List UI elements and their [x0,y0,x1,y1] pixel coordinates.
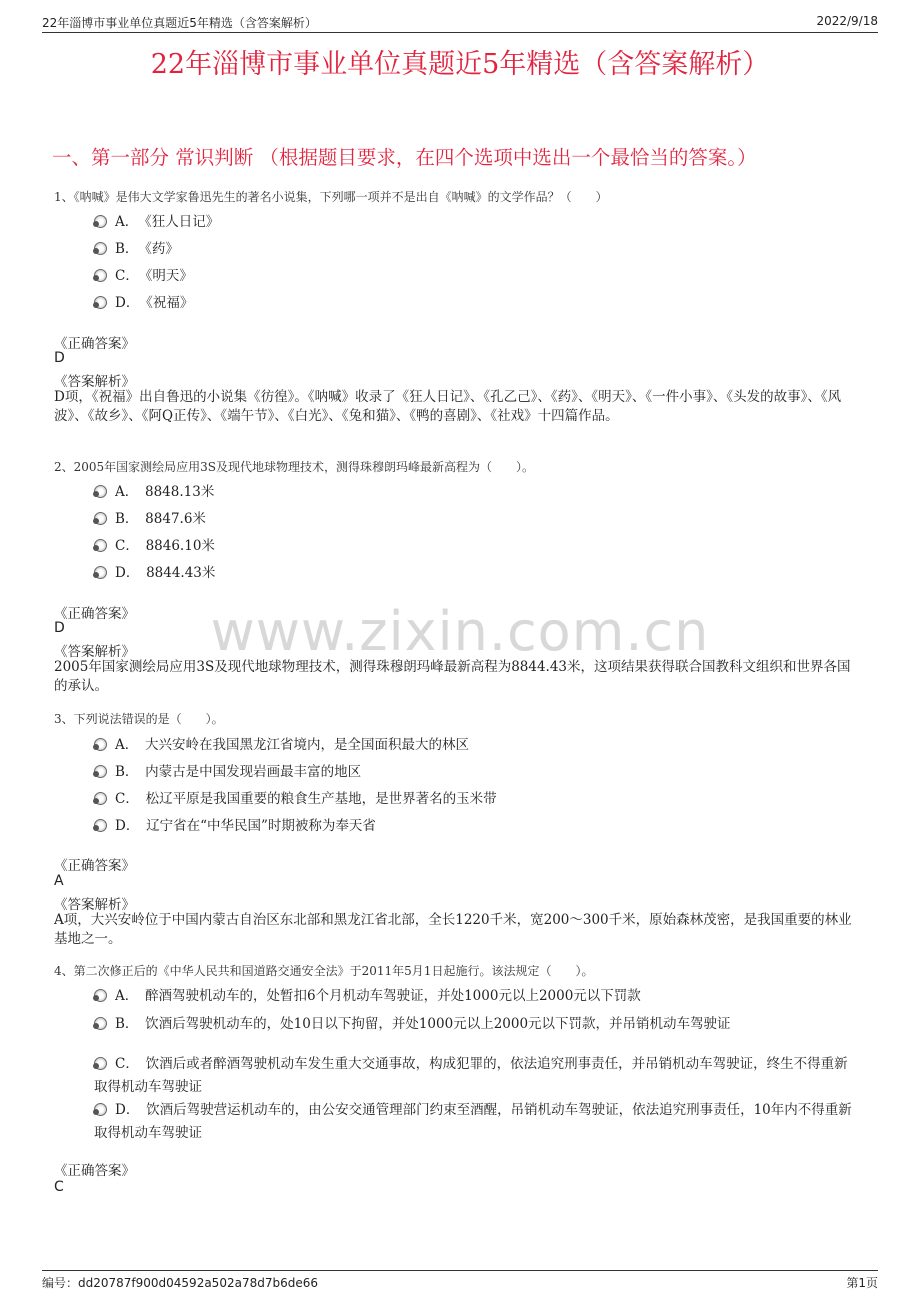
question-2-stem: 2、2005年国家测绘局应用3S及现代地球物理技术，测得珠穆朗玛峰最新高程为（ ）。 [54,460,535,474]
radio-icon[interactable] [94,738,107,751]
question-2-answer: D [54,620,65,636]
question-1-stem: 1、《呐喊》是伟大文学家鲁迅先生的著名小说集，下列哪一项并不是出自《呐喊》的文学作品？（ ） [54,190,608,204]
radio-icon[interactable] [94,765,107,778]
page-header [42,10,878,33]
question-1-option-c[interactable]: C． 《明天》 [94,264,193,284]
radio-icon[interactable] [94,485,107,498]
radio-icon[interactable] [94,512,107,525]
radio-icon[interactable] [94,792,107,805]
question-4-answer: C [54,1179,64,1195]
question-3-option-a[interactable]: A． 大兴安岭在我国黑龙江省境内，是全国面积最大的林区 [94,733,469,753]
section-heading: 一、第一部分 常识判断 （根据题目要求，在四个选项中选出一个最恰当的答案。） [52,146,757,169]
question-2-option-a[interactable]: A． 8848.13米 [94,480,214,500]
question-4-option-a[interactable]: A． 醉酒驾驶机动车的，处暂扣6个月机动车驾驶证，并处1000元以上2000元以下罚款 [94,984,641,1004]
question-2-option-d[interactable]: D． 8844.43米 [94,561,215,581]
radio-icon[interactable] [94,296,107,309]
question-1-option-a[interactable]: A． 《狂人日记》 [94,210,219,230]
question-3-stem: 3、下列说法错误的是（ ）。 [54,712,224,726]
radio-icon[interactable] [94,1017,107,1030]
radio-icon[interactable] [94,242,107,255]
answer-label: 《正确答案》 [54,336,135,352]
question-1-option-b[interactable]: B． 《药》 [94,237,179,257]
question-3-option-d[interactable]: D． 辽宁省在“中华民国”时期被称为奉天省 [94,814,376,834]
radio-icon[interactable] [94,215,107,228]
answer-label: 《正确答案》 [54,858,135,874]
document-id: 编号：dd20787f900d04592a502a78d7b6de66 [42,1276,318,1290]
question-4-option-c[interactable]: C． 饮酒后或者醉酒驾驶机动车发生重大交通事故，构成犯罪的，依法追究刑事责任，并吊销机动车驾驶证，终生不得重新取得机动车驾驶证 [94,1056,848,1095]
answer-label: 《正确答案》 [54,1163,135,1179]
question-2-option-c[interactable]: C． 8846.10米 [94,534,215,554]
question-4-option-d[interactable]: D． 饮酒后驾驶营运机动车的，由公安交通管理部门约束至酒醒，吊销机动车驾驶证，依法追究刑事责任，10年内不得重新取得机动车驾驶证 [94,1102,852,1141]
radio-icon[interactable] [94,1057,107,1070]
page-number: 第1页 [846,1276,878,1290]
radio-icon[interactable] [94,1103,107,1116]
analysis-label: 《答案解析》 [54,374,135,390]
radio-icon[interactable] [94,989,107,1002]
radio-icon[interactable] [94,539,107,552]
analysis-label: 《答案解析》 [54,897,135,913]
analysis-label: 《答案解析》 [54,644,135,660]
header-title: 22年淄博市事业单位真题近5年精选（含答案解析） [42,16,317,30]
question-1-analysis: D项，《祝福》出自鲁迅的小说集《彷徨》。《呐喊》收录了《狂人日记》、《孔乙己》、《药》、《明天》、《一件小事》、《头发的故事》、《风波》、《故乡》、《阿Q正传》、《端午节》、《白光》、《兔和猫》、《鸭的喜剧》、《社戏》十四篇作品。 [54,389,842,424]
question-4-option-b[interactable]: B． 饮酒后驾驶机动车的，处10日以下拘留，并处1000元以上2000元以下罚款，并吊销机动车驾驶证 [94,1012,731,1032]
watermark: www.zixin.com.cn [210,600,710,663]
radio-icon[interactable] [94,269,107,282]
question-3-option-c[interactable]: C． 松辽平原是我国重要的粮食生产基地，是世界著名的玉米带 [94,787,497,807]
question-3-option-b[interactable]: B． 内蒙古是中国发现岩画最丰富的地区 [94,760,361,780]
question-2-analysis: 2005年国家测绘局应用3S及现代地球物理技术，测得珠穆朗玛峰最新高程为8844.43米，这项结果获得联合国教科文组织和世界各国的承认。 [54,659,851,694]
page-footer [42,1270,878,1293]
question-3-answer: A [54,873,64,889]
question-1-option-d[interactable]: D． 《祝福》 [94,291,193,311]
question-4-stem: 4、第二次修正后的《中华人民共和国道路交通安全法》于2011年5月1日起施行。该法规定（ ）。 [54,964,594,978]
question-3-analysis: A项，大兴安岭位于中国内蒙古自治区东北部和黑龙江省北部，全长1220千米，宽200～300千米，原始森林茂密，是我国重要的林业基地之一。 [54,912,852,947]
radio-icon[interactable] [94,819,107,832]
header-date: 2022/9/18 [816,14,878,28]
document-title: 22年淄博市事业单位真题近5年精选（含答案解析） [150,49,770,80]
question-2-option-b[interactable]: B． 8847.6米 [94,507,206,527]
radio-icon[interactable] [94,566,107,579]
answer-label: 《正确答案》 [54,606,135,622]
question-1-answer: D [54,350,65,366]
